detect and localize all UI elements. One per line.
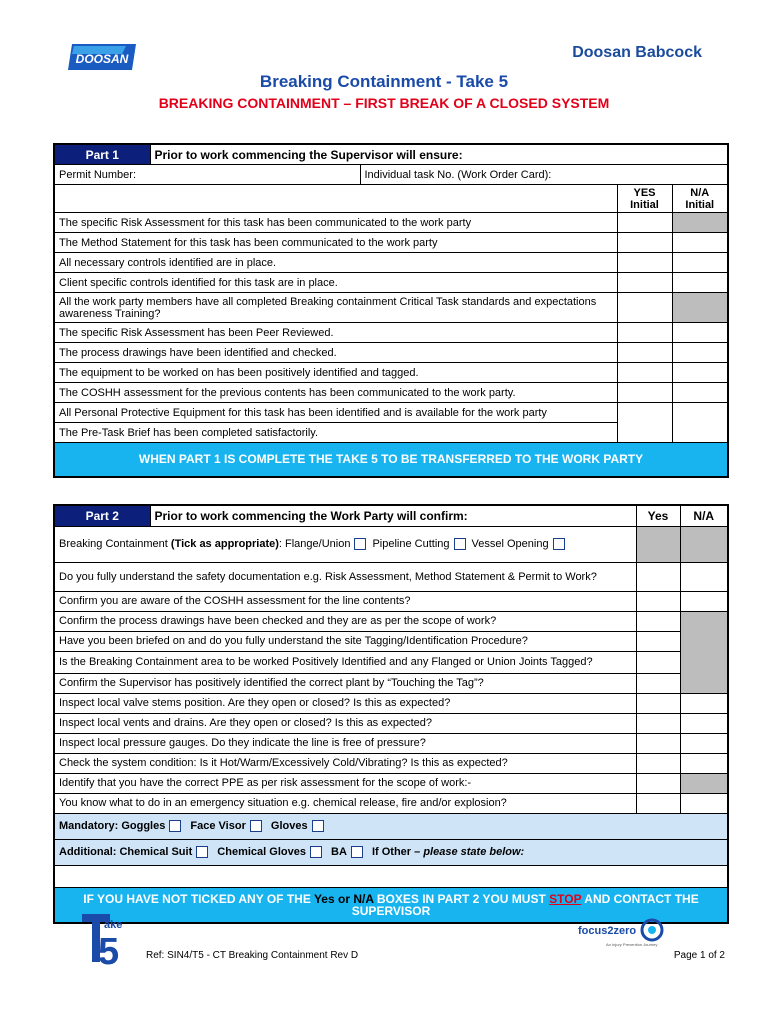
na-cell[interactable] bbox=[680, 591, 728, 611]
part1-header-blank bbox=[54, 185, 617, 213]
na-cell[interactable] bbox=[672, 323, 728, 343]
yes-cell[interactable] bbox=[617, 383, 672, 403]
na-cell-disabled bbox=[680, 611, 728, 693]
yes-cell[interactable] bbox=[636, 733, 680, 753]
chemical-suit-checkbox[interactable] bbox=[196, 846, 208, 858]
chemical-gloves-label: Chemical Gloves bbox=[217, 845, 306, 858]
na-cell[interactable] bbox=[672, 383, 728, 403]
yes-cell[interactable] bbox=[617, 343, 672, 363]
yes-cell[interactable] bbox=[636, 713, 680, 733]
yes-cell[interactable] bbox=[617, 253, 672, 273]
yes-cell[interactable] bbox=[636, 693, 680, 713]
na-cell[interactable] bbox=[680, 753, 728, 773]
take5-logo-five: 5 bbox=[98, 931, 120, 966]
part1-item: All necessary controls identified are in place. bbox=[54, 253, 617, 273]
yes-cell[interactable] bbox=[617, 273, 672, 293]
yes-cell[interactable] bbox=[636, 611, 680, 631]
part1-item: The Pre-Task Brief has been completed satisfactorily. bbox=[54, 423, 617, 443]
na-cell[interactable] bbox=[680, 562, 728, 591]
yes-cell[interactable] bbox=[617, 323, 672, 343]
additional-ppe-row bbox=[54, 839, 728, 865]
doosan-logo-text: DOOSAN bbox=[75, 52, 129, 66]
page-subtitle: BREAKING CONTAINMENT – FIRST BREAK OF A CLOSED SYSTEM bbox=[158, 95, 610, 111]
na-cell[interactable] bbox=[680, 693, 728, 713]
part1-item: The process drawings have been identified and checked. bbox=[54, 343, 617, 363]
banner-text-c: AND CONTACT THE SUPERVISOR bbox=[351, 891, 699, 918]
ba-checkbox[interactable] bbox=[351, 846, 363, 858]
task-number-field[interactable]: Individual task No. (Work Order Card): bbox=[360, 165, 728, 185]
banner-stop: STOP bbox=[549, 891, 582, 906]
yes-cell[interactable] bbox=[636, 631, 680, 651]
banner-text-a: IF YOU HAVE NOT TICKED ANY OF THE bbox=[83, 891, 314, 906]
col-yes: Yes bbox=[636, 505, 680, 526]
na-cell-disabled bbox=[680, 526, 728, 562]
focus2zero-tagline: An Injury Prevention Journey bbox=[606, 942, 658, 947]
face-visor-label: Face Visor bbox=[190, 819, 246, 832]
na-cell[interactable] bbox=[672, 343, 728, 363]
bc-pipeline-label: Pipeline Cutting bbox=[372, 537, 450, 550]
take5-logo bbox=[80, 912, 132, 971]
part2-label: Part 2 bbox=[54, 505, 150, 526]
part2-table bbox=[53, 504, 729, 924]
part2-item: Inspect local valve stems position. Are they open or closed? Is this as expected? bbox=[54, 693, 636, 713]
part2-item: Confirm the process drawings have been checked and they are as per the scope of work? bbox=[54, 611, 636, 631]
bc-tick-instruction: (Tick as appropriate) bbox=[170, 537, 279, 550]
na-cell[interactable] bbox=[680, 793, 728, 813]
yes-cell[interactable] bbox=[636, 773, 680, 793]
other-ppe-input[interactable] bbox=[54, 865, 728, 887]
gloves-checkbox[interactable] bbox=[312, 820, 324, 832]
part2-item: Check the system condition: Is it Hot/Warm/Excessively Cold/Vibrating? Is this as expected? bbox=[54, 753, 636, 773]
yes-cell[interactable] bbox=[617, 403, 672, 443]
focus2zero-logo-text: focus2zero bbox=[578, 925, 637, 937]
part1-item: All Personal Protective Equipment for this task has been identified and is available for the work party bbox=[54, 403, 617, 423]
mandatory-goggles-label: Mandatory: Goggles bbox=[59, 819, 166, 832]
banner-yes-na: Yes or N/A bbox=[313, 891, 374, 906]
part1-item: The specific Risk Assessment has been Peer Reviewed. bbox=[54, 323, 617, 343]
chemical-suit-label: Additional: Chemical Suit bbox=[59, 845, 193, 858]
part1-item: The equipment to be worked on has been positively identified and tagged. bbox=[54, 363, 617, 383]
na-cell-disabled bbox=[672, 213, 728, 233]
na-cell[interactable] bbox=[680, 713, 728, 733]
col-yes-initial: YES Initial bbox=[617, 185, 672, 213]
yes-cell-disabled bbox=[636, 526, 680, 562]
permit-number-field[interactable]: Permit Number: bbox=[54, 165, 360, 185]
breaking-containment-row bbox=[54, 526, 636, 562]
col-na: N/A bbox=[680, 505, 728, 526]
part2-item: Inspect local vents and drains. Are they open or closed? Is this as expected? bbox=[54, 713, 636, 733]
na-cell[interactable] bbox=[672, 363, 728, 383]
pipeline-cutting-checkbox[interactable] bbox=[454, 538, 466, 550]
part1-heading: Prior to work commencing the Supervisor will ensure: bbox=[150, 144, 728, 165]
bc-flange-label: : Flange/Union bbox=[278, 537, 351, 550]
na-cell-disabled bbox=[672, 293, 728, 323]
part2-item: Is the Breaking Containment area to be worked Positively Identified and any Flanged or Union Joints Tagged? bbox=[54, 651, 636, 673]
na-cell[interactable] bbox=[680, 733, 728, 753]
yes-cell[interactable] bbox=[617, 213, 672, 233]
focus2zero-logo bbox=[576, 916, 666, 961]
if-other-label: If Other – bbox=[371, 845, 421, 858]
part2-item: Do you fully understand the safety documentation e.g. Risk Assessment, Method Statement & Permit to Work? bbox=[54, 562, 636, 591]
na-cell[interactable] bbox=[672, 233, 728, 253]
yes-cell[interactable] bbox=[636, 673, 680, 693]
part2-item: Confirm the Supervisor has positively identified the correct plant by “Touching the Tag”? bbox=[54, 673, 636, 693]
page-number: Page 1 of 2 bbox=[673, 950, 725, 961]
vessel-opening-checkbox[interactable] bbox=[553, 538, 565, 550]
banner-text-b: BOXES IN PART 2 YOU MUST bbox=[373, 891, 550, 906]
part1-item: The specific Risk Assessment for this task has been communicated to the work party bbox=[54, 213, 617, 233]
na-cell-disabled bbox=[680, 773, 728, 793]
please-state-label: please state below: bbox=[423, 845, 525, 858]
goggles-checkbox[interactable] bbox=[169, 820, 181, 832]
yes-cell[interactable] bbox=[636, 651, 680, 673]
yes-cell[interactable] bbox=[636, 562, 680, 591]
take5-logo-ake: ake bbox=[104, 919, 123, 931]
part1-item: Client specific controls identified for this task are in place. bbox=[54, 273, 617, 293]
bc-prefix: Breaking Containment bbox=[59, 537, 171, 550]
yes-cell[interactable] bbox=[617, 293, 672, 323]
na-cell[interactable] bbox=[672, 253, 728, 273]
part1-table bbox=[53, 143, 729, 478]
part1-item: The Method Statement for this task has been communicated to the work party bbox=[54, 233, 617, 253]
document-reference: Ref: SIN4/T5 - CT Breaking Containment Rev D bbox=[146, 950, 359, 961]
part2-item: Have you been briefed on and do you fully understand the site Tagging/Identification Procedure? bbox=[54, 631, 636, 651]
bc-vessel-label: Vessel Opening bbox=[471, 537, 549, 550]
part1-label: Part 1 bbox=[54, 144, 150, 165]
part2-heading: Prior to work commencing the Work Party will confirm: bbox=[150, 505, 636, 526]
face-visor-checkbox[interactable] bbox=[250, 820, 262, 832]
yes-cell[interactable] bbox=[617, 363, 672, 383]
col-na-initial: N/A Initial bbox=[672, 185, 728, 213]
brand-name: Doosan Babcock bbox=[572, 44, 702, 61]
part2-item: Inspect local pressure gauges. Do they indicate the line is free of pressure? bbox=[54, 733, 636, 753]
part1-banner: WHEN PART 1 IS COMPLETE THE TAKE 5 TO BE TRANSFERRED TO THE WORK PARTY bbox=[54, 443, 728, 477]
na-cell[interactable] bbox=[672, 403, 728, 443]
yes-cell[interactable] bbox=[636, 793, 680, 813]
na-cell[interactable] bbox=[672, 273, 728, 293]
part2-item: Confirm you are aware of the COSHH assessment for the line contents? bbox=[54, 591, 636, 611]
chemical-gloves-checkbox[interactable] bbox=[310, 846, 322, 858]
flange-union-checkbox[interactable] bbox=[354, 538, 366, 550]
yes-cell[interactable] bbox=[636, 753, 680, 773]
yes-cell[interactable] bbox=[617, 233, 672, 253]
part1-item: The COSHH assessment for the previous contents has been communicated to the work party. bbox=[54, 383, 617, 403]
page-title: Breaking Containment - Take 5 bbox=[259, 72, 509, 91]
ba-label: BA bbox=[331, 845, 347, 858]
yes-cell[interactable] bbox=[636, 591, 680, 611]
part1-item: All the work party members have all completed Breaking containment Critical Task standards and expectations awareness Training? bbox=[54, 293, 617, 323]
part2-item: Identify that you have the correct PPE as per risk assessment for the scope of work:- bbox=[54, 773, 636, 793]
gloves-label: Gloves bbox=[270, 819, 308, 832]
mandatory-ppe-row bbox=[54, 813, 728, 839]
part2-item: You know what to do in an emergency situation e.g. chemical release, fire and/or explosion? bbox=[54, 793, 636, 813]
